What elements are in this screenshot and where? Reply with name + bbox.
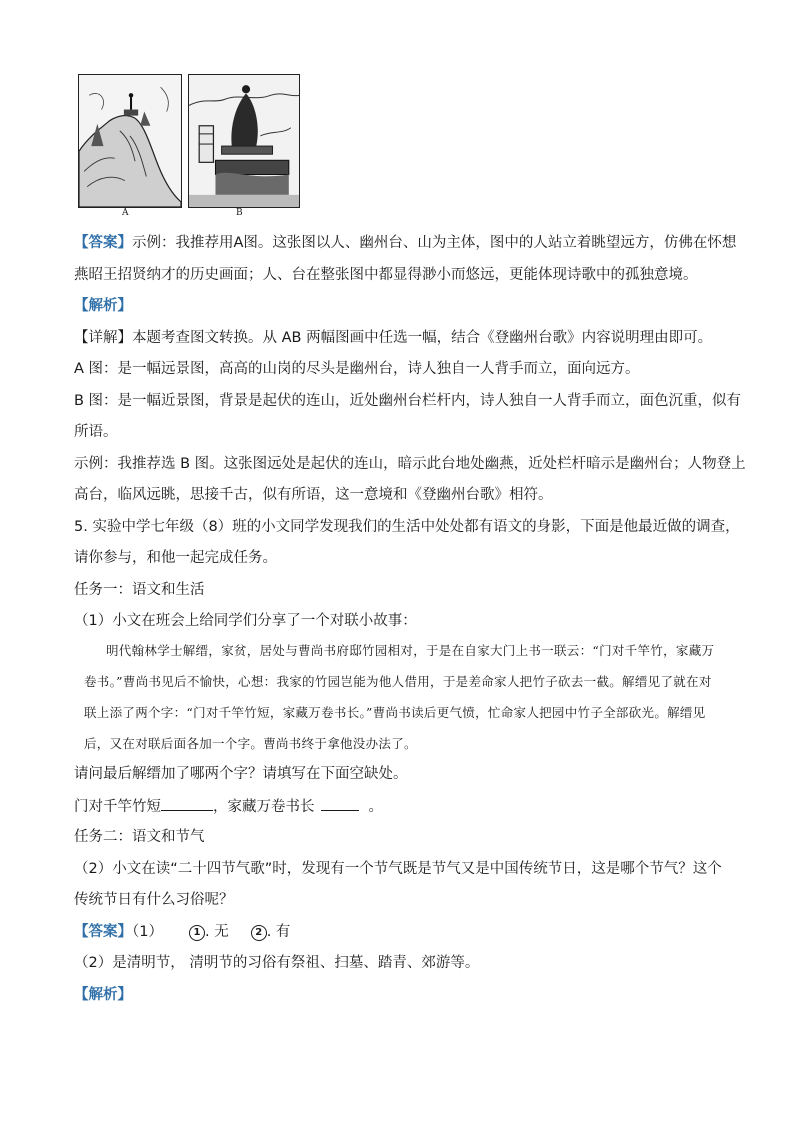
answer-2-a1: . 无: [204, 924, 229, 940]
illustration-figure: [78, 74, 300, 220]
fill-end: 。: [368, 799, 383, 815]
task-1-title: 任务一：语文和生活: [74, 582, 205, 598]
question-5-line-2: 请你参与，和他一起完成任务。: [74, 550, 277, 566]
answer-2-tag: 【答案】: [74, 924, 132, 940]
task-2-question-2: 传统节日有什么习俗呢？: [74, 892, 234, 908]
task-1-subquestion: （1）小文在班会上给同学们分享了一个对联小故事：: [74, 613, 417, 629]
detail-text-3: B 图：是一幅近景图，背景是起伏的连山，近处幽州台栏杆内，诗人独自一人背手而立，面色沉重，似有: [74, 393, 742, 409]
answer-line-1: [74, 233, 736, 253]
answer-2-line-1: [74, 922, 290, 942]
detail-text-5: 示例：我推荐选 B 图。这张图远处是起伏的连山，暗示此台地处幽燕，近处栏杆暗示是幽州台；人物登上: [74, 456, 746, 472]
detail-text-2: A 图：是一幅远景图，高高的山岗的尽头是幽州台，诗人独自一人背手而立，面向远方。: [74, 361, 640, 377]
task-2-question-1: （2）小文在读“二十四节气歌”时，发现有一个节气既是节气又是中国传统节日，这是哪个节气？这个: [74, 861, 722, 877]
detail-text-6: 高台，临风远眺，思接千古，似有所语，这一意境和《登幽州台歌》相符。: [74, 487, 553, 503]
image-a-label: A: [122, 208, 129, 218]
answer-text-2: 燕昭王招贤纳才的历史画面；人、台在整张图中都显得渺小而悠远，更能体现诗歌中的孤独意境。: [74, 267, 698, 283]
answer-tag: 【答案】: [74, 235, 132, 251]
couplet-story: 明代翰林学士解缙，家贫，居处与曹尚书府邸竹园相对，于是在自家大门上书一联云：“门对千竿竹，家藏万卷书。”曹尚书见后不愉快，心想：我家的竹园岂能为他人借用，于是差命家人把竹子砍去一截。解缙见了就在对联上添了两个字：“门对千竿竹短，家藏万卷书长。”曹尚书读后更气愤，忙命家人把园中竹子全部砍光。解缙见后，又在对联后面各加一个字。曹尚书终于拿他没办法了。: [84, 643, 715, 751]
analysis-tag-1: 【解析】: [74, 298, 132, 314]
circled-number-1: 1: [189, 925, 205, 941]
task-1-question: 请问最后解缙加了哪两个字？请填写在下面空缺处。: [74, 766, 408, 782]
answer-2-num: （1）: [132, 924, 163, 940]
image-b-platform-scene: [188, 74, 300, 208]
fill-text-b: ，家藏万卷书长: [213, 799, 315, 815]
fill-text-a: 门对千竿竹短: [74, 799, 161, 815]
detail-line-1: [74, 328, 712, 348]
image-a-mountain-scene: [78, 74, 182, 208]
task-2-title: 任务二：语文和节气: [74, 829, 205, 845]
analysis-tag-2: 【解析】: [74, 987, 132, 1003]
blank-2[interactable]: [321, 796, 359, 811]
couplet-fill-line: [74, 796, 383, 817]
circled-number-2: 2: [251, 925, 267, 941]
detail-text-4: 所语。: [74, 424, 118, 440]
blank-1[interactable]: [161, 796, 213, 811]
question-5-line-1: 5. 实验中学七年级（8）班的小文同学发现我们的生活中处处都有语文的身影，下面是他最近做的调查，: [74, 519, 740, 535]
detail-tag: 【详解】: [74, 330, 132, 346]
answer-2-a2: . 有: [266, 924, 291, 940]
detail-text-1: 本题考查图文转换。从 AB 两幅图画中任选一幅，结合《登幽州台歌》内容说明理由即可。: [132, 330, 713, 346]
answer-2-line-2: （2）是清明节， 清明节的习俗有祭祖、扫墓、踏青、郊游等。: [74, 955, 480, 971]
image-b-label: B: [236, 208, 243, 218]
answer-text-1: 示例：我推荐用A图。这张图以人、幽州台、山为主体，图中的人站立着眺望远方，仿佛在怀想: [132, 235, 737, 251]
